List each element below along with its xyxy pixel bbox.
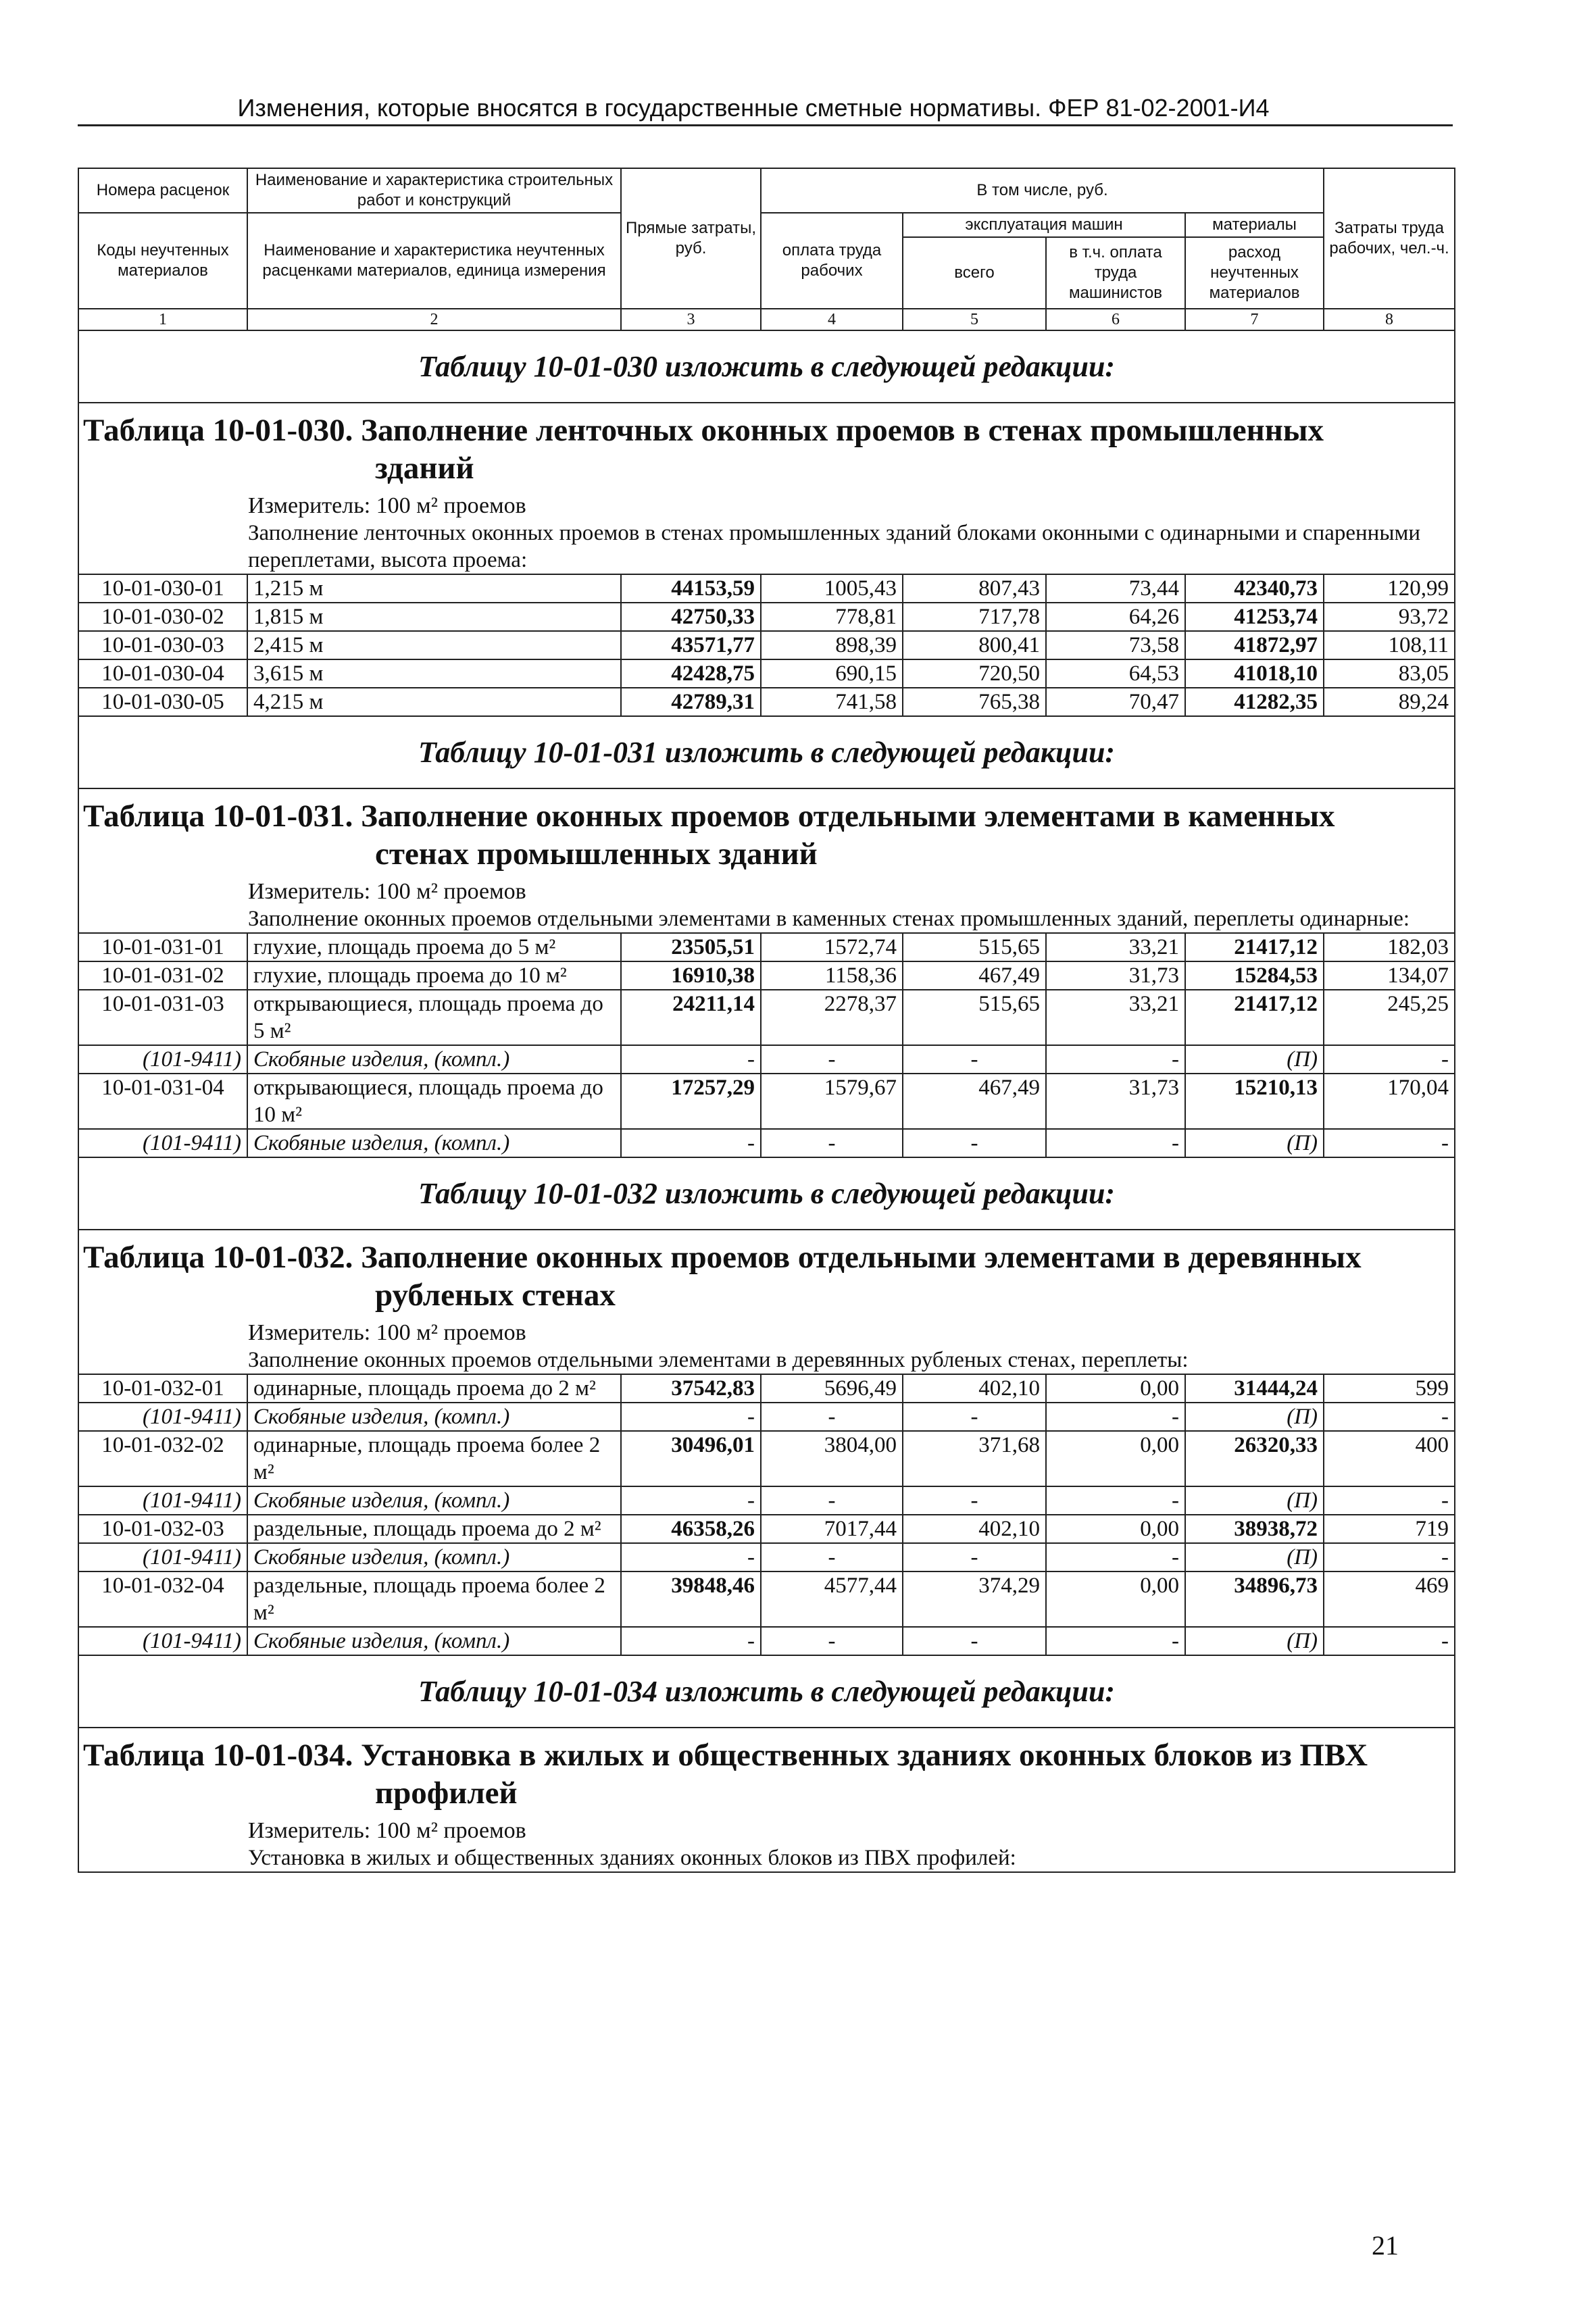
worker-pay: 898,39	[761, 631, 903, 659]
empty-value: -	[761, 1627, 903, 1655]
table-row	[78, 1374, 1455, 1403]
section-description: Заполнение оконных проемов отдельными элементами в каменных стенах промышленных зданий, переплеты одинарные:	[78, 905, 1455, 933]
direct-cost: 44153,59	[621, 574, 761, 603]
machinist-pay: 33,21	[1046, 933, 1185, 961]
work-name: раздельные, площадь проема более 2 м²	[247, 1571, 621, 1627]
measure-row	[78, 493, 1455, 520]
table-row	[78, 933, 1455, 961]
section-measure: Измеритель: 100 м² проемов	[78, 1817, 1455, 1844]
materials-cost: 41282,35	[1185, 688, 1324, 716]
machinist-pay: 0,00	[1046, 1374, 1185, 1403]
col-number: 4	[761, 309, 903, 330]
labor-cost: 134,07	[1324, 961, 1455, 990]
section-title-line: рубленых стенах	[375, 1278, 616, 1313]
rate-code: 10-01-030-03	[78, 631, 247, 659]
materials-cost: 21417,12	[1185, 933, 1324, 961]
direct-cost: 17257,29	[621, 1074, 761, 1129]
direct-cost: 42750,33	[621, 603, 761, 631]
section-description: Установка в жилых и общественных зданиях оконных блоков из ПВХ профилей:	[78, 1844, 1455, 1872]
col-machines-total: всего	[903, 237, 1046, 309]
material-code: (101-9411)	[78, 1627, 247, 1655]
worker-pay: 778,81	[761, 603, 903, 631]
title-row	[78, 1230, 1455, 1319]
worker-pay: 741,58	[761, 688, 903, 716]
direct-cost: 37542,83	[621, 1374, 761, 1403]
rate-code: 10-01-032-02	[78, 1431, 247, 1486]
rate-code: 10-01-032-01	[78, 1374, 247, 1403]
col-material-use: расход неучтенных материалов	[1185, 237, 1324, 309]
machines-cost: 467,49	[903, 961, 1046, 990]
col-number: 5	[903, 309, 1046, 330]
direct-cost: 30496,01	[621, 1431, 761, 1486]
table-row	[78, 1074, 1455, 1129]
material-code: (101-9411)	[78, 1045, 247, 1074]
rates-table	[78, 168, 1455, 1873]
instruction-row	[78, 1157, 1455, 1230]
machines-cost: 765,38	[903, 688, 1046, 716]
labor-cost: 170,04	[1324, 1074, 1455, 1129]
empty-value: -	[1324, 1543, 1455, 1571]
title-row	[78, 788, 1455, 878]
labor-cost: 400	[1324, 1431, 1455, 1486]
table-row	[78, 659, 1455, 688]
section-title-line: Таблица 10-01-034. Установка в жилых и общественных зданиях оконных блоков из ПВХ	[83, 1738, 1368, 1773]
materials-cost: 38938,72	[1185, 1515, 1324, 1543]
machines-cost: 800,41	[903, 631, 1046, 659]
table-row	[78, 1515, 1455, 1543]
section-instruction: Таблицу 10-01-032 изложить в следующей редакции:	[78, 1157, 1455, 1230]
labor-cost: 93,72	[1324, 603, 1455, 631]
table-row	[78, 631, 1455, 659]
empty-value: -	[1046, 1403, 1185, 1431]
material-row	[78, 1403, 1455, 1431]
col-number: 6	[1046, 309, 1185, 330]
section-instruction: Таблицу 10-01-030 изложить в следующей редакции:	[78, 330, 1455, 403]
work-name: 3,615 м	[247, 659, 621, 688]
machinist-pay: 64,26	[1046, 603, 1185, 631]
material-name: Скобяные изделия, (компл.)	[247, 1486, 621, 1515]
material-flag: (П)	[1185, 1627, 1324, 1655]
work-name: одинарные, площадь проема более 2 м²	[247, 1431, 621, 1486]
material-row	[78, 1627, 1455, 1655]
material-flag: (П)	[1185, 1129, 1324, 1157]
rate-code: 10-01-031-03	[78, 990, 247, 1045]
materials-cost: 41253,74	[1185, 603, 1324, 631]
direct-cost: 39848,46	[621, 1571, 761, 1627]
page-header: Изменения, которые вносятся в государственные сметные нормативы. ФЕР 81-02-2001-И4	[237, 94, 1270, 122]
work-name: 1,815 м	[247, 603, 621, 631]
material-code: (101-9411)	[78, 1403, 247, 1431]
machinist-pay: 31,73	[1046, 961, 1185, 990]
material-name: Скобяные изделия, (компл.)	[247, 1543, 621, 1571]
empty-value: -	[621, 1045, 761, 1074]
description-row	[78, 1844, 1455, 1872]
materials-cost: 41018,10	[1185, 659, 1324, 688]
empty-value: -	[621, 1486, 761, 1515]
section-title	[78, 788, 1455, 878]
col-material-code: Коды неучтенных материалов	[78, 213, 247, 309]
rate-code: 10-01-030-01	[78, 574, 247, 603]
machines-cost: 717,78	[903, 603, 1046, 631]
machinist-pay: 0,00	[1046, 1571, 1185, 1627]
section-measure: Измеритель: 100 м² проемов	[78, 878, 1455, 905]
measure-row	[78, 1319, 1455, 1347]
section-instruction: Таблицу 10-01-031 изложить в следующей редакции:	[78, 716, 1455, 788]
table-row	[78, 688, 1455, 716]
worker-pay: 2278,37	[761, 990, 903, 1045]
worker-pay: 1005,43	[761, 574, 903, 603]
rate-code: 10-01-030-02	[78, 603, 247, 631]
machines-cost: 720,50	[903, 659, 1046, 688]
materials-cost: 15284,53	[1185, 961, 1324, 990]
empty-value: -	[621, 1129, 761, 1157]
direct-cost: 42428,75	[621, 659, 761, 688]
description-row	[78, 905, 1455, 933]
section-description: Заполнение оконных проемов отдельными элементами в деревянных рубленых стенах, переплеты:	[78, 1347, 1455, 1374]
machinist-pay: 64,53	[1046, 659, 1185, 688]
empty-value: -	[621, 1403, 761, 1431]
machines-cost: 371,68	[903, 1431, 1046, 1486]
materials-cost: 41872,97	[1185, 631, 1324, 659]
labor-cost: 599	[1324, 1374, 1455, 1403]
machines-cost: 402,10	[903, 1374, 1046, 1403]
title-row	[78, 403, 1455, 493]
col-machinist-pay: в т.ч. оплата труда машинистов	[1046, 237, 1185, 309]
machinist-pay: 73,44	[1046, 574, 1185, 603]
empty-value: -	[761, 1129, 903, 1157]
work-name: открывающиеся, площадь проема до 5 м²	[247, 990, 621, 1045]
materials-cost: 34896,73	[1185, 1571, 1324, 1627]
empty-value: -	[903, 1045, 1046, 1074]
section-title-line: зданий	[375, 451, 474, 486]
section-title-line: Таблица 10-01-031. Заполнение оконных проемов отдельными элементами в каменных	[83, 799, 1335, 834]
section-measure: Измеритель: 100 м² проемов	[78, 1319, 1455, 1347]
empty-value: -	[1046, 1045, 1185, 1074]
section-title-line: Таблица 10-01-030. Заполнение ленточных оконных проемов в стенах промышленных	[83, 413, 1324, 448]
section-title-line: профилей	[375, 1776, 518, 1811]
machinist-pay: 33,21	[1046, 990, 1185, 1045]
direct-cost: 42789,31	[621, 688, 761, 716]
rate-code: 10-01-030-05	[78, 688, 247, 716]
labor-cost: 245,25	[1324, 990, 1455, 1045]
col-rate-number: Номера расценок	[78, 168, 247, 213]
col-number: 1	[78, 309, 247, 330]
machinist-pay: 0,00	[1046, 1515, 1185, 1543]
machines-cost: 515,65	[903, 933, 1046, 961]
material-flag: (П)	[1185, 1403, 1324, 1431]
col-materials: материалы	[1185, 213, 1324, 237]
title-row	[78, 1728, 1455, 1817]
empty-value: -	[1046, 1627, 1185, 1655]
col-direct-cost: Прямые затраты, руб.	[621, 168, 761, 309]
work-name: глухие, площадь проема до 10 м²	[247, 961, 621, 990]
empty-value: -	[903, 1129, 1046, 1157]
table-row	[78, 603, 1455, 631]
section-title-line: стенах промышленных зданий	[375, 836, 818, 872]
section-instruction: Таблицу 10-01-034 изложить в следующей редакции:	[78, 1655, 1455, 1728]
material-code: (101-9411)	[78, 1486, 247, 1515]
empty-value: -	[1324, 1129, 1455, 1157]
empty-value: -	[903, 1486, 1046, 1515]
work-name: 2,415 м	[247, 631, 621, 659]
col-material-name: Наименование и характеристика неучтенных расценками материалов, единица измерения	[247, 213, 621, 309]
labor-cost: 108,11	[1324, 631, 1455, 659]
worker-pay: 1158,36	[761, 961, 903, 990]
table-row	[78, 1571, 1455, 1627]
work-name: открывающиеся, площадь проема до 10 м²	[247, 1074, 621, 1129]
measure-row	[78, 878, 1455, 905]
work-name: глухие, площадь проема до 5 м²	[247, 933, 621, 961]
description-row	[78, 520, 1455, 574]
description-row	[78, 1347, 1455, 1374]
col-worker-pay: оплата труда рабочих	[761, 213, 903, 309]
table-row	[78, 961, 1455, 990]
col-number: 2	[247, 309, 621, 330]
direct-cost: 16910,38	[621, 961, 761, 990]
material-flag: (П)	[1185, 1045, 1324, 1074]
labor-cost: 83,05	[1324, 659, 1455, 688]
empty-value: -	[761, 1403, 903, 1431]
empty-value: -	[1324, 1627, 1455, 1655]
empty-value: -	[903, 1543, 1046, 1571]
work-name: 1,215 м	[247, 574, 621, 603]
rate-code: 10-01-032-03	[78, 1515, 247, 1543]
empty-value: -	[621, 1627, 761, 1655]
material-flag: (П)	[1185, 1543, 1324, 1571]
direct-cost: 24211,14	[621, 990, 761, 1045]
labor-cost: 719	[1324, 1515, 1455, 1543]
materials-cost: 42340,73	[1185, 574, 1324, 603]
empty-value: -	[761, 1543, 903, 1571]
col-number: 8	[1324, 309, 1455, 330]
material-row	[78, 1486, 1455, 1515]
labor-cost: 120,99	[1324, 574, 1455, 603]
empty-value: -	[761, 1045, 903, 1074]
worker-pay: 7017,44	[761, 1515, 903, 1543]
empty-value: -	[1046, 1486, 1185, 1515]
instruction-row	[78, 716, 1455, 788]
table-row	[78, 574, 1455, 603]
machinist-pay: 0,00	[1046, 1431, 1185, 1486]
material-row	[78, 1129, 1455, 1157]
worker-pay: 3804,00	[761, 1431, 903, 1486]
material-flag: (П)	[1185, 1486, 1324, 1515]
col-labor: Затраты труда рабочих, чел.-ч.	[1324, 168, 1455, 309]
col-work-name: Наименование и характеристика строительных работ и конструкций	[247, 168, 621, 213]
direct-cost: 43571,77	[621, 631, 761, 659]
machines-cost: 467,49	[903, 1074, 1046, 1129]
empty-value: -	[1324, 1486, 1455, 1515]
rate-code: 10-01-031-04	[78, 1074, 247, 1129]
header-rule	[78, 124, 1453, 126]
rate-code: 10-01-031-02	[78, 961, 247, 990]
worker-pay: 1572,74	[761, 933, 903, 961]
machinist-pay: 73,58	[1046, 631, 1185, 659]
labor-cost: 89,24	[1324, 688, 1455, 716]
worker-pay: 1579,67	[761, 1074, 903, 1129]
rate-code: 10-01-030-04	[78, 659, 247, 688]
empty-value: -	[761, 1486, 903, 1515]
section-title	[78, 1230, 1455, 1319]
empty-value: -	[1324, 1045, 1455, 1074]
material-name: Скобяные изделия, (компл.)	[247, 1627, 621, 1655]
page-number: 21	[1372, 2230, 1399, 2261]
table-row	[78, 990, 1455, 1045]
section-measure: Измеритель: 100 м² проемов	[78, 493, 1455, 520]
work-name: одинарные, площадь проема до 2 м²	[247, 1374, 621, 1403]
labor-cost: 182,03	[1324, 933, 1455, 961]
worker-pay: 690,15	[761, 659, 903, 688]
material-code: (101-9411)	[78, 1543, 247, 1571]
machines-cost: 807,43	[903, 574, 1046, 603]
worker-pay: 5696,49	[761, 1374, 903, 1403]
rate-code: 10-01-031-01	[78, 933, 247, 961]
machinist-pay: 70,47	[1046, 688, 1185, 716]
materials-cost: 31444,24	[1185, 1374, 1324, 1403]
col-including: В том числе, руб.	[761, 168, 1324, 213]
material-row	[78, 1543, 1455, 1571]
table-row	[78, 1431, 1455, 1486]
machinist-pay: 31,73	[1046, 1074, 1185, 1129]
empty-value: -	[1324, 1403, 1455, 1431]
section-title	[78, 403, 1455, 493]
col-number: 7	[1185, 309, 1324, 330]
rate-code: 10-01-032-04	[78, 1571, 247, 1627]
empty-value: -	[1046, 1129, 1185, 1157]
work-name: 4,215 м	[247, 688, 621, 716]
col-number: 3	[621, 309, 761, 330]
machines-cost: 515,65	[903, 990, 1046, 1045]
worker-pay: 4577,44	[761, 1571, 903, 1627]
direct-cost: 46358,26	[621, 1515, 761, 1543]
empty-value: -	[1046, 1543, 1185, 1571]
machines-cost: 374,29	[903, 1571, 1046, 1627]
instruction-row	[78, 1655, 1455, 1728]
material-name: Скобяные изделия, (компл.)	[247, 1403, 621, 1431]
direct-cost: 23505,51	[621, 933, 761, 961]
section-title	[78, 1728, 1455, 1817]
col-machines: эксплуатация машин	[903, 213, 1185, 237]
empty-value: -	[903, 1403, 1046, 1431]
machines-cost: 402,10	[903, 1515, 1046, 1543]
material-row	[78, 1045, 1455, 1074]
instruction-row	[78, 330, 1455, 403]
empty-value: -	[903, 1627, 1046, 1655]
material-code: (101-9411)	[78, 1129, 247, 1157]
material-name: Скобяные изделия, (компл.)	[247, 1045, 621, 1074]
materials-cost: 21417,12	[1185, 990, 1324, 1045]
labor-cost: 469	[1324, 1571, 1455, 1627]
materials-cost: 26320,33	[1185, 1431, 1324, 1486]
section-description: Заполнение ленточных оконных проемов в стенах промышленных зданий блоками оконными с одинарными и спаренными переплетами, высота проема:	[78, 520, 1455, 574]
section-title-line: Таблица 10-01-032. Заполнение оконных проемов отдельными элементами в деревянных	[83, 1240, 1362, 1275]
empty-value: -	[621, 1543, 761, 1571]
materials-cost: 15210,13	[1185, 1074, 1324, 1129]
work-name: раздельные, площадь проема до 2 м²	[247, 1515, 621, 1543]
material-name: Скобяные изделия, (компл.)	[247, 1129, 621, 1157]
measure-row	[78, 1817, 1455, 1844]
